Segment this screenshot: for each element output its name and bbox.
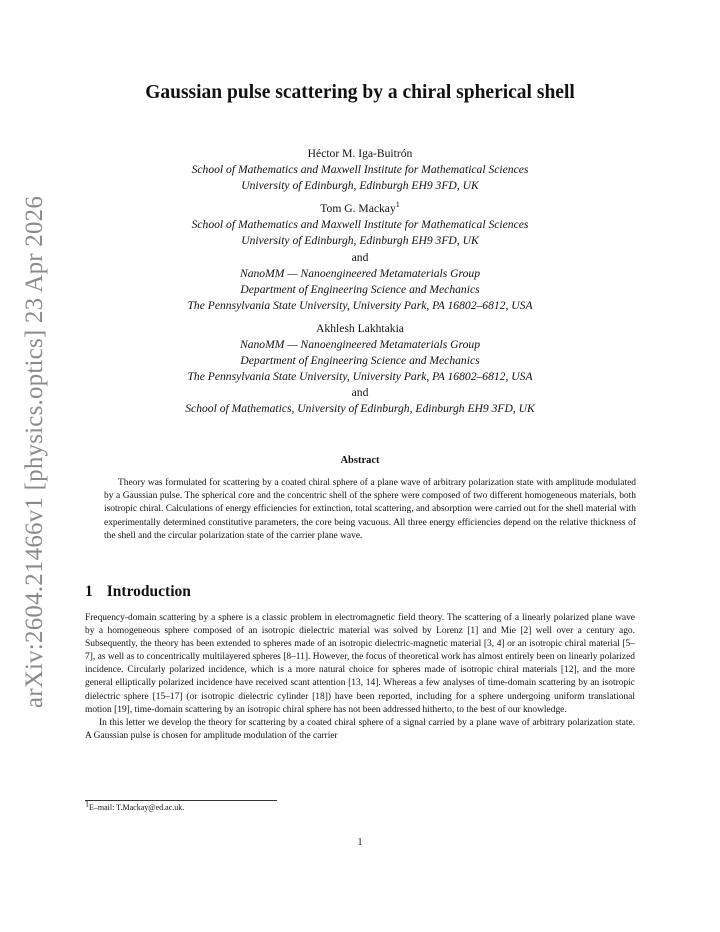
author-affiliation: University of Edinburgh, Edinburgh EH9 3FD, UK — [241, 234, 479, 248]
author-block — [90, 201, 630, 314]
author-name-text: Tom G. Mackay — [320, 202, 396, 216]
author-affiliation: University of Edinburgh, Edinburgh EH9 3FD, UK — [241, 179, 479, 193]
author-affiliation: School of Mathematics, University of Edinburgh, Edinburgh EH9 3FD, UK — [185, 402, 535, 416]
author-list — [90, 146, 630, 425]
body-paragraph: In this letter we develop the theory for scattering by a coated chiral sphere of a signal carried by a plane wave of arbitrary polarization state. A Gaussian pulse is chosen for amplitude modulation of the carrier — [85, 717, 635, 741]
section-number: 1 — [85, 583, 93, 600]
footnote — [85, 799, 185, 812]
affiliation-conjunction: and — [351, 386, 369, 400]
abstract-text: Theory was formulated for scattering by a coated chiral sphere of a plane wave of arbitrary polarization state with amplitude modulated by a Gaussian pulse. The spherical core and the concentric shell of the sphere were composed of two different homogeneous materials, both isotropic chiral. Calculations of energy efficiencies for extinction, total scattering, and absorption were carried out for the shell material with experimentally determined constitutive parameters, the core being vacuous. All three energy efficiencies depend on the relative thickness of the shell and the circular polarization state of the carrier plane wave. — [104, 478, 636, 541]
section-heading — [85, 583, 191, 601]
body-paragraph: Frequency-domain scattering by a sphere is a classic problem in electromagnetic field theory. The scattering of a linearly polarized plane wave by a homogeneous sphere composed of an isotropic dielectric material was solved by Lorenz [1] and Mie [2] well over a century ago. Subsequently, the theory has been extended to spheres made of an isotropic dielectric-magnetic material [3, 4] or an isotropic chiral material [5–7], as well as to concentrically multilayered spheres [8–11]. However, the focus of theoretical work has almost entirely been on linearly polarized incidence. Circularly polarized incidence, which is a more natural choice for spheres made of isotropic chiral materials [12], and the more general elliptically polarized incidence have received scant attention [13, 14]. Whereas a few analyses of time-domain scattering by an isotropic dielectric sphere [15–17] (or isotropic dielectric cylinder [18]) have been reported, including for a sphere undergoing uniform translational motion [19], time-domain scattering by an isotropic chiral sphere has not been addressed hitherto, to the best of our knowledge. — [85, 613, 635, 715]
author-name-text: Héctor M. Iga-Buitrón — [307, 147, 413, 160]
section-body — [85, 612, 635, 743]
author-affiliation: School of Mathematics and Maxwell Institute for Mathematical Sciences — [191, 163, 529, 177]
author-affiliation: Department of Engineering Science and Mechanics — [240, 354, 480, 368]
footnote-mark: 1 — [85, 799, 89, 809]
section-title: Introduction — [106, 583, 191, 600]
author-affiliation: Department of Engineering Science and Mechanics — [240, 282, 480, 296]
author-affiliation: NanoMM — Nanoengineered Metamaterials Group — [239, 266, 480, 280]
author-name-text: Akhlesh Lakhtakia — [316, 321, 404, 335]
author-block — [90, 146, 630, 194]
author-affiliation: The Pennsylvania State University, University Park, PA 16802–6812, USA — [187, 298, 533, 312]
author-block — [90, 321, 630, 418]
page-number: 1 — [357, 837, 363, 848]
author-affiliation: NanoMM — Nanoengineered Metamaterials Group — [239, 338, 480, 352]
author-name — [90, 201, 630, 217]
paper-title: Gaussian pulse scattering by a chiral spherical shell — [145, 82, 575, 103]
author-affiliation: School of Mathematics and Maxwell Institute for Mathematical Sciences — [191, 218, 529, 232]
footnote-marker: 1 — [395, 200, 400, 210]
affiliation-conjunction: and — [351, 250, 369, 264]
author-name — [90, 321, 630, 337]
abstract-heading: Abstract — [340, 455, 380, 466]
footnote-divider — [85, 800, 277, 801]
author-affiliation: The Pennsylvania State University, University Park, PA 16802–6812, USA — [187, 370, 533, 384]
arxiv-identifier: arXiv:2604.21466v1 [physics.optics] 23 Apr 2026 — [21, 195, 48, 709]
author-name — [90, 146, 630, 162]
footnote-text: E–mail: T.Mackay@ed.ac.uk. — [89, 803, 185, 812]
